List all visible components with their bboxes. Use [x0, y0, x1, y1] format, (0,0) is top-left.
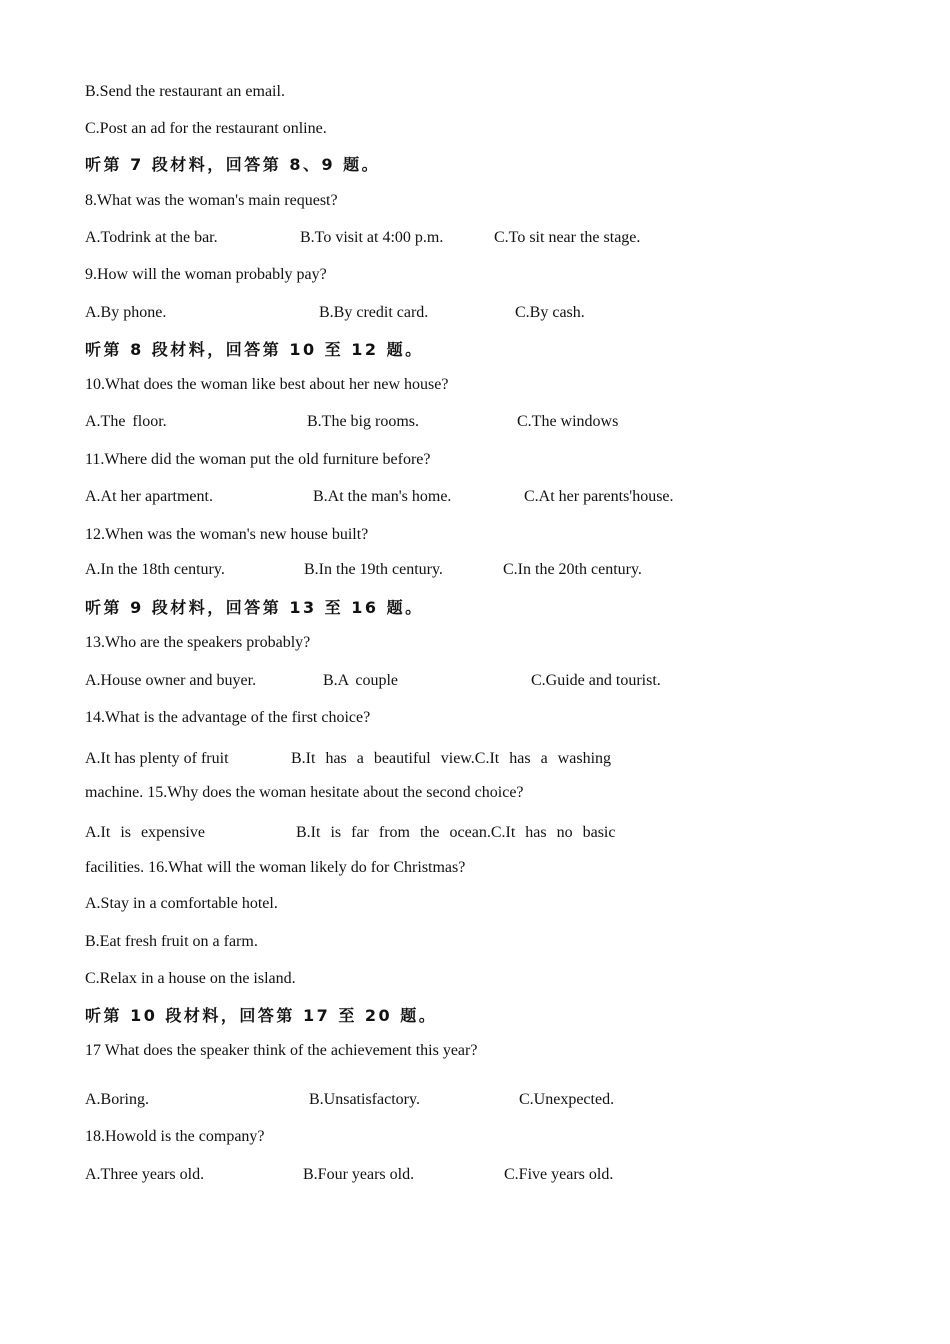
- q9-option-b: B.By credit card.: [319, 304, 429, 321]
- q8-option-b: B.To visit at 4:00 p.m.: [300, 229, 444, 246]
- option-line: C.Post an ad for the restaurant online.: [85, 120, 327, 137]
- q14-option-bc: B.It has a beautiful view.C.It has a washing: [291, 750, 612, 767]
- q13-option-b: B.A couple: [323, 672, 398, 689]
- section-heading-7: 听第 7 段材料，回答第 8、9 题。: [85, 155, 381, 174]
- q12-option-a: A.In the 18th century.: [85, 561, 225, 578]
- question-16: facilities. 16.What will the woman likely do for Christmas?: [85, 859, 466, 876]
- question-10: 10.What does the woman like best about her new house?: [85, 376, 449, 393]
- q15-option-bc: B.It is far from the ocean.C.It has no basic: [296, 824, 616, 841]
- q11-option-b: B.At the man's home.: [313, 488, 452, 505]
- q16-option-a: A.Stay in a comfortable hotel.: [85, 895, 278, 912]
- section-heading-10: 听第 10 段材料，回答第 17 至 20 题。: [85, 1006, 438, 1025]
- q17-option-a: A.Boring.: [85, 1091, 149, 1108]
- question-8: 8.What was the woman's main request?: [85, 192, 338, 209]
- q17-option-b: B.Unsatisfactory.: [309, 1091, 420, 1108]
- q13-option-a: A.House owner and buyer.: [85, 672, 257, 689]
- question-18: 18.Howold is the company?: [85, 1128, 265, 1145]
- question-17: 17 What does the speaker think of the achievement this year?: [85, 1042, 478, 1059]
- question-14: 14.What is the advantage of the first choice?: [85, 709, 371, 726]
- section-heading-9: 听第 9 段材料，回答第 13 至 16 题。: [85, 598, 424, 617]
- q18-option-b: B.Four years old.: [303, 1166, 415, 1183]
- q18-option-a: A.Three years old.: [85, 1166, 205, 1183]
- question-13: 13.Who are the speakers probably?: [85, 634, 311, 651]
- q10-option-b: B.The big rooms.: [307, 413, 419, 430]
- question-9: 9.How will the woman probably pay?: [85, 266, 327, 283]
- q9-option-a: A.By phone.: [85, 304, 167, 321]
- q14-option-a: A.It has plenty of fruit: [85, 750, 229, 767]
- question-12: 12.When was the woman's new house built?: [85, 526, 369, 543]
- q9-option-c: C.By cash.: [515, 304, 585, 321]
- q17-option-c: C.Unexpected.: [519, 1091, 615, 1108]
- q8-option-a: A.Todrink at the bar.: [85, 229, 218, 246]
- q10-option-c: C.The windows: [517, 413, 619, 430]
- q12-option-b: B.In the 19th century.: [304, 561, 443, 578]
- q16-option-c: C.Relax in a house on the island.: [85, 970, 296, 987]
- question-11: 11.Where did the woman put the old furniture before?: [85, 451, 431, 468]
- q11-option-c: C.At her parents'house.: [524, 488, 674, 505]
- q12-option-c: C.In the 20th century.: [503, 561, 642, 578]
- section-heading-8: 听第 8 段材料，回答第 10 至 12 题。: [85, 340, 424, 359]
- q8-option-c: C.To sit near the stage.: [494, 229, 641, 246]
- q18-option-c: C.Five years old.: [504, 1166, 614, 1183]
- q10-option-a: A.The floor.: [85, 413, 167, 430]
- question-15: machine. 15.Why does the woman hesitate about the second choice?: [85, 784, 524, 801]
- q15-option-a: A.It is expensive: [85, 824, 205, 841]
- option-line: B.Send the restaurant an email.: [85, 83, 285, 100]
- q11-option-a: A.At her apartment.: [85, 488, 213, 505]
- q13-option-c: C.Guide and tourist.: [531, 672, 661, 689]
- q16-option-b: B.Eat fresh fruit on a farm.: [85, 933, 258, 950]
